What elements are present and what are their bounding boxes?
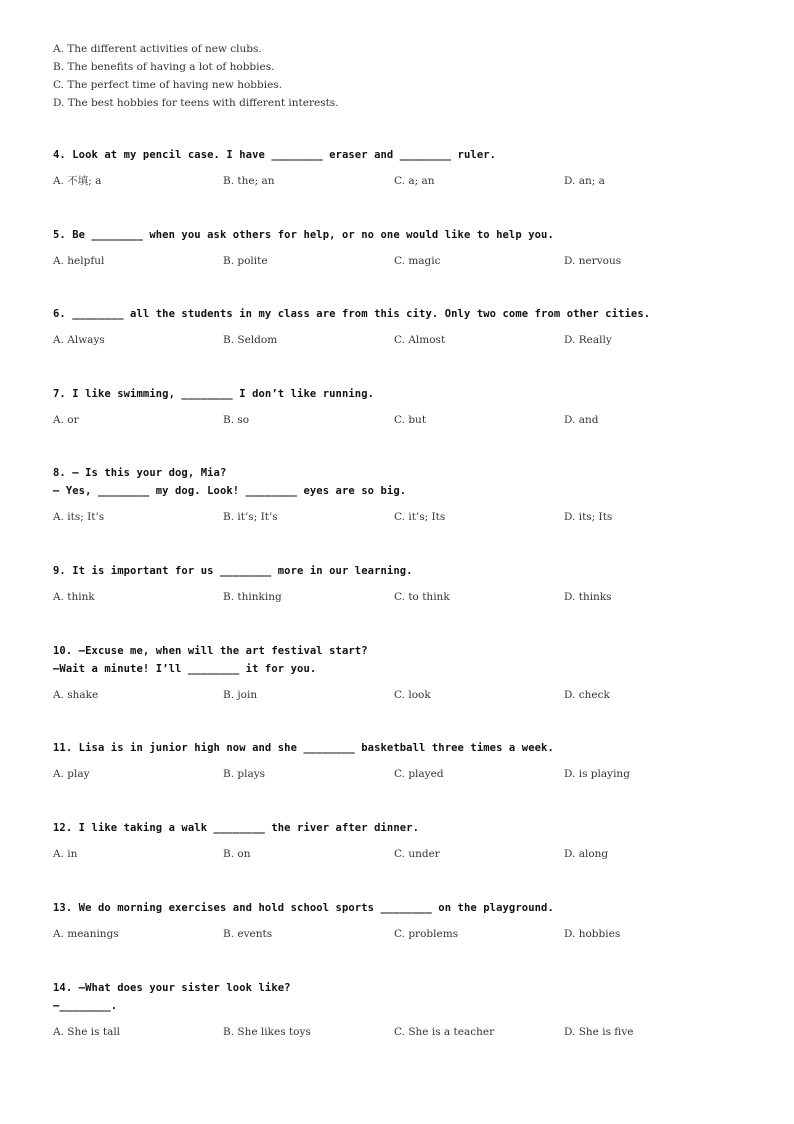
question-stem-line-1: 8. — Is this your dog, Mia?: [53, 467, 227, 479]
question-stem: 11. Lisa is in junior high now and she ________ basketball three times a week.: [53, 742, 554, 754]
option-d: D. and: [564, 414, 599, 426]
question-stem-line-2: —Wait a minute! I’ll ________ it for you.: [53, 663, 317, 675]
option-a: A. The different activities of new clubs.: [53, 43, 262, 55]
question-12: [53, 819, 753, 863]
option-c: C. it’s; Its: [394, 511, 446, 523]
option-b: B. so: [223, 414, 250, 426]
option-b: B. Seldom: [223, 334, 278, 346]
option-a: A. play: [53, 768, 90, 780]
previous-question-options: [53, 40, 339, 112]
option-a: A. in: [53, 848, 78, 860]
question-7: [53, 385, 753, 429]
answer-options: [53, 588, 753, 606]
option-c: C. under: [394, 848, 440, 860]
option-b: B. thinking: [223, 591, 282, 603]
question-13: [53, 899, 753, 943]
option-c: C. magic: [394, 255, 441, 267]
question-stem: 6. ________ all the students in my class are from this city. Only two come from other cities.: [53, 308, 651, 320]
answer-options: [53, 765, 753, 783]
answer-options: [53, 925, 753, 943]
option-d: D. The best hobbies for teens with different interests.: [53, 97, 339, 109]
option-a: A. its; It’s: [53, 511, 105, 523]
option-a: A. She is tall: [53, 1026, 121, 1038]
option-b: B. plays: [223, 768, 266, 780]
question-stem: 7. I like swimming, ________ I don’t like running.: [53, 388, 375, 400]
option-b: B. it’s; It’s: [223, 511, 278, 523]
option-c: C. look: [394, 689, 431, 701]
option-c: C. played: [394, 768, 444, 780]
option-a: A. meanings: [53, 928, 119, 940]
option-c: C. problems: [394, 928, 459, 940]
question-stem: 12. I like taking a walk ________ the river after dinner.: [53, 822, 420, 834]
option-b: B. on: [223, 848, 251, 860]
option-c: C. to think: [394, 591, 450, 603]
option-c: C. a; an: [394, 175, 435, 187]
option-a: A. think: [53, 591, 95, 603]
question-9: [53, 562, 753, 606]
answer-options: [53, 172, 753, 190]
question-stem: 13. We do morning exercises and hold school sports ________ on the playground.: [53, 902, 554, 914]
option-b: B. The benefits of having a lot of hobbies.: [53, 61, 275, 73]
option-a: A. helpful: [53, 255, 105, 267]
question-stem-line-1: 14. —What does your sister look like?: [53, 982, 291, 994]
option-d: D. an; a: [564, 175, 605, 187]
question-stem-line-2: — Yes, ________ my dog. Look! ________ eyes are so big.: [53, 485, 407, 497]
answer-options: [53, 686, 753, 704]
option-c: C. Almost: [394, 334, 446, 346]
answer-options: [53, 845, 753, 863]
option-a: A. Always: [53, 334, 105, 346]
option-d: D. She is five: [564, 1026, 634, 1038]
option-d: D. its; Its: [564, 511, 613, 523]
question-stem-line-2: —________.: [53, 1000, 118, 1012]
option-d: D. Really: [564, 334, 612, 346]
option-c: C. She is a teacher: [394, 1026, 495, 1038]
option-b: B. She likes toys: [223, 1026, 311, 1038]
answer-options: [53, 252, 753, 270]
question-8: [53, 464, 753, 526]
answer-options: [53, 1023, 753, 1041]
question-14: [53, 979, 753, 1041]
option-d: D. hobbies: [564, 928, 621, 940]
option-c: C. The perfect time of having new hobbies.: [53, 79, 283, 91]
question-stem: 4. Look at my pencil case. I have ________ eraser and ________ ruler.: [53, 149, 497, 161]
option-d: D. nervous: [564, 255, 622, 267]
option-d: D. is playing: [564, 768, 630, 780]
option-a: A. shake: [53, 689, 99, 701]
option-d: D. check: [564, 689, 610, 701]
option-d: D. along: [564, 848, 609, 860]
option-b: B. polite: [223, 255, 268, 267]
option-b: B. events: [223, 928, 273, 940]
question-stem-line-1: 10. —Excuse me, when will the art festival start?: [53, 645, 368, 657]
question-stem: 5. Be ________ when you ask others for help, or no one would like to help you.: [53, 229, 554, 241]
question-6: [53, 305, 753, 349]
answer-options: [53, 331, 753, 349]
answer-options: [53, 508, 753, 526]
option-b: B. join: [223, 689, 258, 701]
option-c: C. but: [394, 414, 427, 426]
question-11: [53, 739, 753, 783]
option-a: A. or: [53, 414, 79, 426]
option-b: B. the; an: [223, 175, 275, 187]
question-4: [53, 146, 753, 190]
answer-options: [53, 411, 753, 429]
question-10: [53, 642, 753, 704]
question-5: [53, 226, 753, 270]
question-stem: 9. It is important for us ________ more in our learning.: [53, 565, 413, 577]
option-d: D. thinks: [564, 591, 612, 603]
option-a: A. 不填; a: [53, 175, 102, 187]
